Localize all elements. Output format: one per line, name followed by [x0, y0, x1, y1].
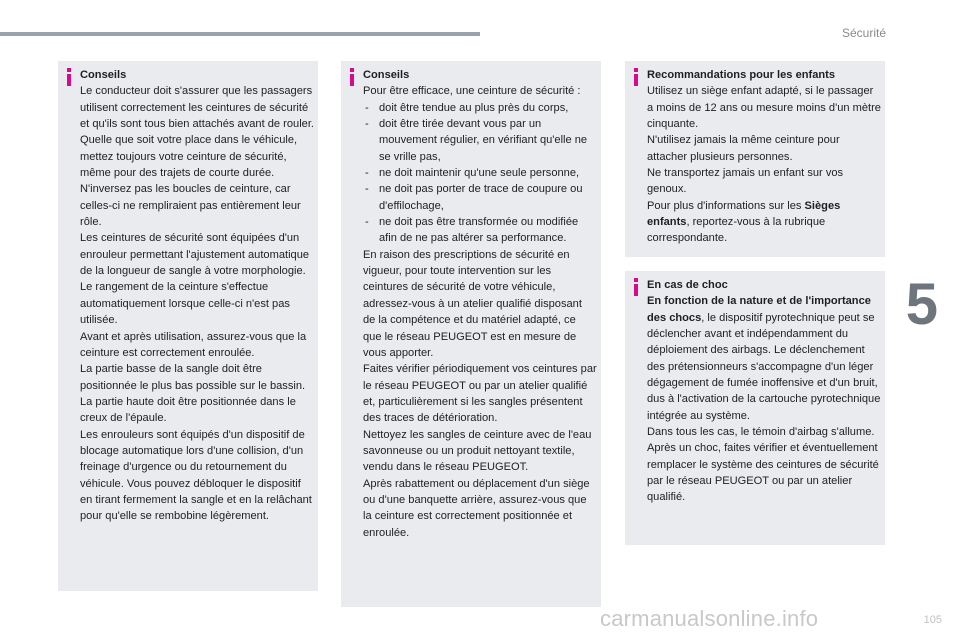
list-item: - ne doit maintenir qu'une seule personne, — [363, 165, 597, 181]
panel-title: Conseils — [80, 69, 127, 81]
list-item: - doit être tendue au plus près du corps, — [363, 100, 597, 116]
paragraph: Après rabattement ou déplacement d'un siège ou d'une banquette arrière, assurez-vous que la ceinture est correctement positionnée et enroulée. — [363, 477, 590, 539]
paragraph: Utilisez un siège enfant adapté, si le passager a moins de 12 ans ou mesure moins d'un mètre cinquante. — [647, 85, 881, 131]
list-item: - ne doit pas porter de trace de coupure ou d'effilochage, — [363, 181, 597, 214]
panel-title: Conseils — [363, 69, 410, 81]
paragraph: Les enrouleurs sont équipés d'un dispositif de blocage automatique lors d'une collision, d'un freinage d'urgence ou du retournement du véhicule. Vous pouvez débloquer le dispositif en tirant fermement la sangle et en la relâchant pour qu'elle se rembobine légèrement. — [80, 428, 312, 523]
page-number: 105 — [923, 614, 942, 626]
paragraph: Après un choc, faites vérifier et éventuellement remplacer le système des ceintures de sécurité par le réseau PEUGEOT ou par un atelier qualifié. — [647, 442, 879, 504]
info-icon — [64, 68, 74, 86]
paragraph: La partie haute doit être positionnée dans le creux de l'épaule. — [80, 395, 296, 425]
list-item: - doit être tirée devant vous par un mouvement régulier, en vérifiant qu'elle ne se vrille pas, — [363, 116, 597, 165]
paragraph: Les ceintures de sécurité sont équipées d'un enrouleur permettant l'ajustement automatique de la longueur de sangle à votre morphologie. Le rangement de la ceinture s'effectue automatiquement lorsque celle-ci n'est pas utilisée. — [80, 232, 310, 327]
paragraph: En raison des prescriptions de sécurité en vigueur, pour toute intervention sur les ceintures de sécurité de votre véhicule, adressez-vous à un atelier qualifié disposant de la compétence et du matériel adapté, ce que le réseau PEUGEOT est en mesure de vous apporter. — [363, 248, 582, 359]
panel-title: En cas de choc — [647, 279, 728, 291]
paragraph: Ne transportez jamais un enfant sur vos genoux. — [647, 167, 844, 196]
paragraph: Faites vérifier périodiquement vos ceintures par le réseau PEUGEOT ou par un atelier qualifié et, particulièrement si les sangles présentent des traces de détérioration. — [363, 363, 597, 425]
paragraph: Avant et après utilisation, assurez-vous que la ceinture est correctement enroulée. — [80, 330, 307, 359]
info-icon — [631, 68, 641, 86]
info-icon — [347, 68, 357, 86]
paragraph: Nettoyez les sangles de ceinture avec de l'eau savonneuse ou un produit nettoyant textile, vendu dans le réseau PEUGEOT. — [363, 428, 592, 474]
paragraph: N'utilisez jamais la même ceinture pour attacher plusieurs personnes. — [647, 134, 840, 163]
cross-reference-link: Sièges enfants — [647, 199, 841, 229]
advice-panel-children — [625, 61, 885, 257]
list-item: - ne doit pas être transformée ou modifiée afin de ne pas altérer sa performance. — [363, 214, 597, 247]
paragraph: En fonction de la nature et de l'importance des chocs, le dispositif pyrotechnique peut se déclencher avant et indépendamment du déploiement des airbags. Le déclenchement des prétensionneurs s'accompagne d'un léger dégagement de fumée inoffensive et d'un bruit, dus à l'activation de la cartouche pyrotechnique intégrée au système. — [647, 295, 881, 422]
paragraph: Le conducteur doit s'assurer que les passagers utilisent correctement les ceintures de sécurité et qu'ils sont tous bien attachés avant de rouler. — [80, 85, 315, 131]
paragraph: Quelle que soit votre place dans le véhicule, mettez toujours votre ceinture de sécurité, même pour des trajets de courte durée. — [80, 134, 298, 180]
info-icon — [631, 278, 641, 296]
paragraph: N'inversez pas les boucles de ceinture, car celles-ci ne rempliraient pas entièrement leur rôle. — [80, 183, 301, 229]
paragraph: La partie basse de la sangle doit être positionnée le plus bas possible sur le bassin. — [80, 363, 306, 392]
requirements-list — [363, 100, 597, 247]
advice-panel-crash — [625, 271, 885, 545]
paragraph: Pour être efficace, une ceinture de sécurité : — [363, 85, 581, 98]
advice-panel-seatbelt-usage — [58, 61, 318, 591]
paragraph: Dans tous les cas, le témoin d'airbag s'allume. — [647, 426, 875, 439]
panel-title: Recommandations pour les enfants — [647, 69, 836, 81]
advice-panel-seatbelt-effectiveness — [341, 61, 601, 607]
chapter-number: 5 — [905, 272, 938, 337]
cross-reference: Pour plus d'informations sur les Sièges enfants, reportez-vous à la rubrique correspondante. — [647, 199, 841, 245]
header-rule — [0, 32, 480, 36]
section-title: Sécurité — [841, 26, 886, 40]
watermark: carmanualsonline.info — [600, 606, 819, 631]
